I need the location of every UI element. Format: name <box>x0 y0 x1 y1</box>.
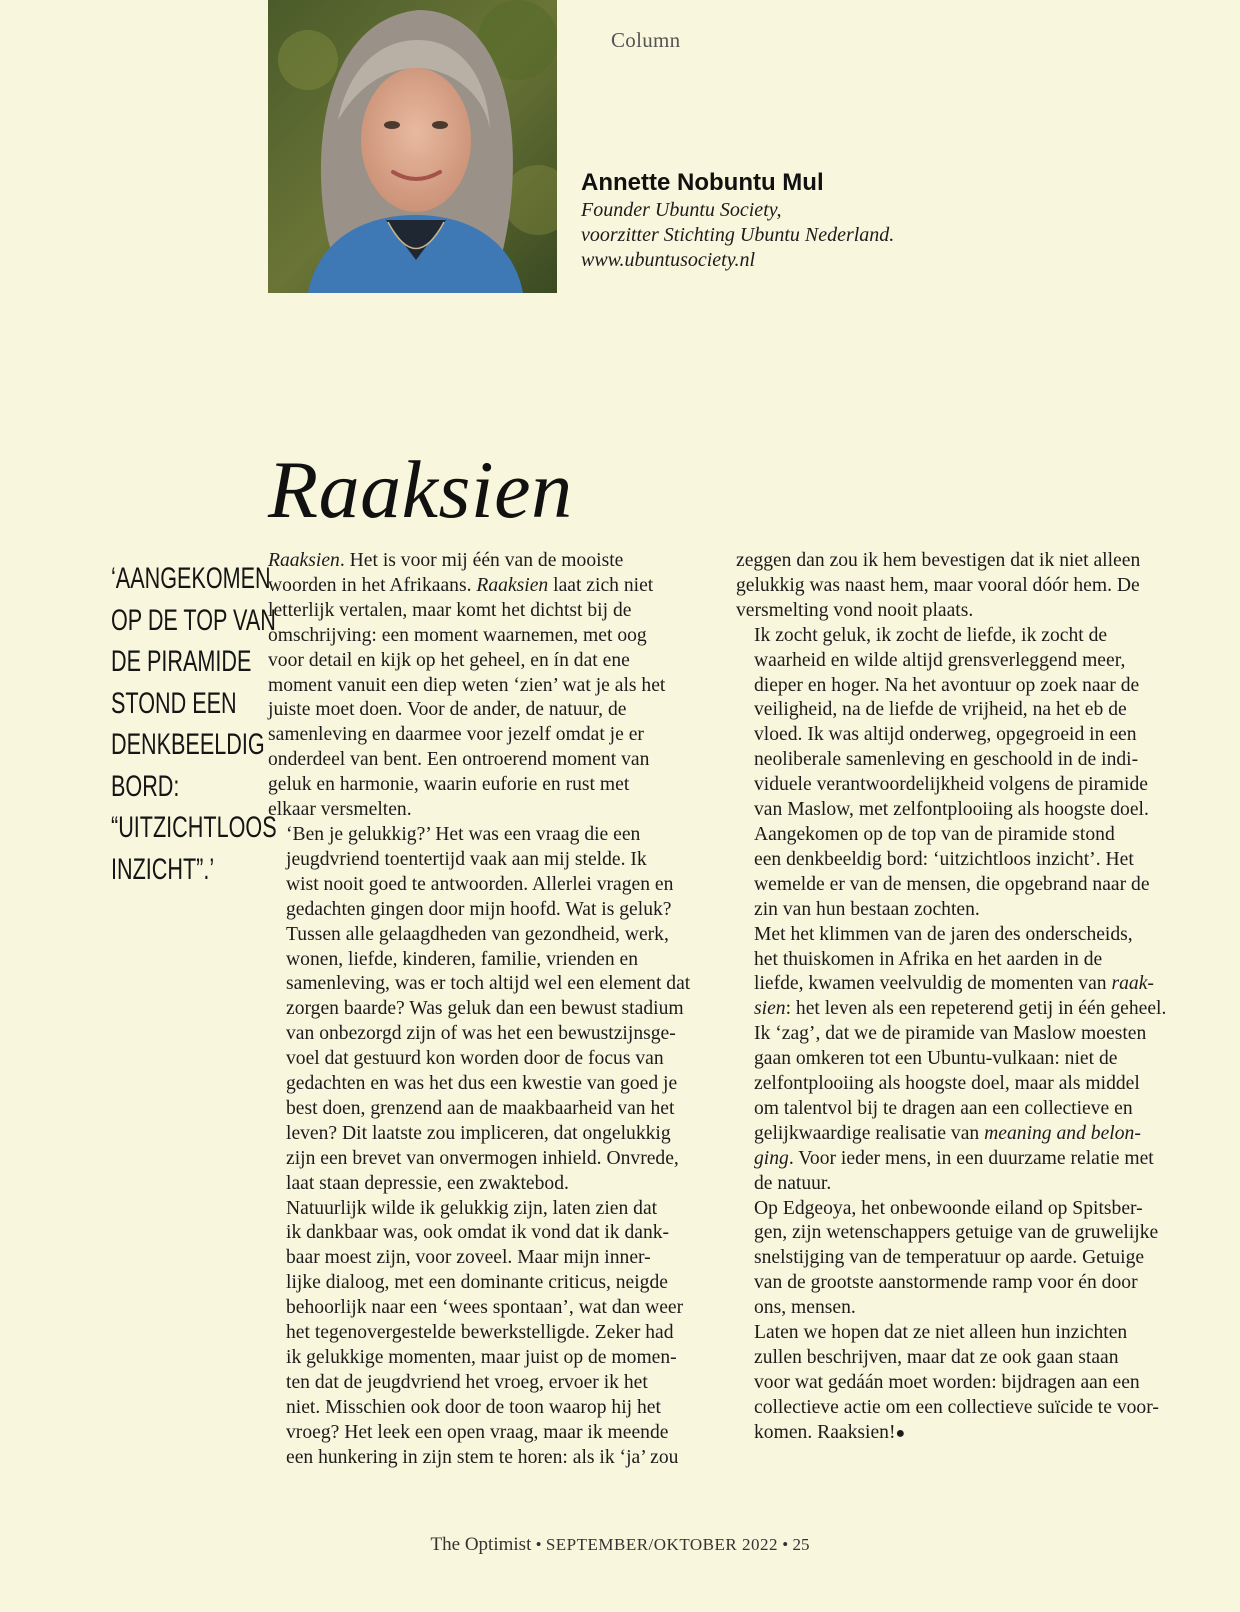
text-line: zelfontplooiing als hoogste doel, maar als middel <box>754 1073 1140 1095</box>
text-line: liefde, kwamen veelvuldig de momenten van raak- <box>754 973 1154 995</box>
text-line: zijn een brevet van onvermogen inhield. Onvrede, <box>286 1147 679 1169</box>
author-block <box>581 168 894 273</box>
issue-date: SEPTEMBER/OKTOBER 2022 <box>545 1535 778 1554</box>
text-line: voor wat gedáán moet worden: bijdragen aan een <box>754 1371 1140 1393</box>
pullquote-line: “UITZICHTLOOS <box>111 811 277 844</box>
text-line: versmelting vond nooit plaats. <box>736 599 974 621</box>
text-line: gen, zijn wetenschappers getuige van de gruwelijke <box>754 1222 1159 1244</box>
paragraph <box>268 823 708 1197</box>
article-column-right <box>736 549 1176 1447</box>
text-line: gedachten gingen door mijn hoofd. Wat is geluk? <box>286 898 672 920</box>
text-line: zullen beschrijven, maar dat ze ook gaan staan <box>754 1347 1119 1368</box>
text-line <box>736 1421 1176 1447</box>
text-line: zeggen dan zou ik hem bevestigen dat ik niet alleen <box>736 550 1141 571</box>
portrait-photo-icon <box>268 0 557 293</box>
publication-name: The Optimist <box>430 1534 532 1555</box>
paragraph <box>268 549 708 823</box>
author-photo <box>268 0 557 293</box>
text-line: jeugdvriend toentertijd vaak aan mij stelde. Ik <box>286 848 647 870</box>
text-line: van de grootste aanstormende ramp voor én door <box>754 1272 1138 1294</box>
text-line: Ik ‘zag’, dat we de piramide van Maslow moesten <box>754 1023 1147 1045</box>
text-line: juiste moet doen. Voor de ander, de natuur, de <box>268 699 627 721</box>
text-line: Tussen alle gelaagdheden van gezondheid, werk, <box>286 923 669 945</box>
text-line: gedachten en was het dus een kwestie van goed je <box>286 1073 678 1095</box>
text-line: van Maslow, met zelfontplooiing als hoogste doel. <box>754 799 1149 821</box>
pullquote-line: INZICHT”.’ <box>111 852 215 886</box>
paragraph <box>736 624 1176 923</box>
text-line: laat staan depressie, een zwaktebod. <box>286 1172 569 1194</box>
text-line: de natuur. <box>754 1172 832 1194</box>
text-line: wist nooit goed te antwoorden. Allerlei vragen en <box>286 873 674 895</box>
text-line: neoliberale samenleving en geschoold in de indi- <box>754 749 1139 771</box>
pullquote-line: DENKBEELDIG <box>111 728 265 761</box>
paragraph <box>736 549 1176 624</box>
pullquote-line: BORD: <box>111 769 180 803</box>
closing-text: komen. Raaksien! <box>754 1421 896 1443</box>
text-line: snelstijging van de temperatuur op aarde. Getuige <box>754 1247 1145 1269</box>
text-line: het thuiskomen in Afrika en het aarden in de <box>754 948 1103 970</box>
text-line: ‘Ben je gelukkig?’ Het was een vraag die een <box>286 823 641 845</box>
paragraph <box>736 1321 1176 1447</box>
pullquote-line: OP DE TOP VAN <box>111 603 276 637</box>
text-line: ging. Voor ieder mens, in een duurzame relatie met <box>754 1147 1154 1169</box>
text-line: onderdeel van bent. Een ontroerend moment van <box>268 749 650 771</box>
text-line: elkaar versmelten. <box>268 799 412 821</box>
text-line: samenleving, was er toch altijd wel een element dat <box>286 973 691 995</box>
text-line: woorden in het Afrikaans. Raaksien laat zich niet <box>268 574 654 596</box>
text-line: Raaksien. Het is voor mij één van de mooiste <box>268 550 624 571</box>
text-line: gaan omkeren tot een Ubuntu-vulkaan: niet de <box>754 1048 1118 1070</box>
end-mark-icon: ● <box>895 1424 906 1442</box>
pullquote-line: STOND EEN <box>111 686 237 720</box>
text-line: omschrijving: een moment waarnemen, met oog <box>268 624 647 646</box>
author-role: Founder Ubuntu Society, <box>581 199 782 221</box>
text-line: behoorlijk naar een ‘wees spontaan’, wat dan weer <box>286 1297 684 1319</box>
footer-separator: • <box>535 1535 542 1554</box>
paragraph <box>268 1197 708 1471</box>
text-line: leven? Dit laatste zou impliceren, dat ongelukkig <box>286 1122 671 1144</box>
pullquote-line: ‘AANGEKOMEN <box>111 562 271 595</box>
text-line: moment vanuit een diep weten ‘zien’ wat je als het <box>268 674 666 696</box>
pullquote <box>111 558 277 890</box>
section-label: Column <box>611 28 681 52</box>
text-line: zin van hun bestaan zochten. <box>754 898 980 920</box>
text-line: wemelde er van de mensen, die opgebrand naar de <box>754 873 1150 895</box>
text-line: sien: het leven als een repeterend getij in één geheel. <box>754 998 1167 1020</box>
text-line: gelukkig was naast hem, maar vooral dóór hem. De <box>736 574 1140 596</box>
text-line: viduele verantwoordelijkheid volgens de piramide <box>754 774 1148 796</box>
text-line: gelijkwaardige realisatie van meaning and belon- <box>754 1122 1141 1144</box>
text-line: collectieve actie om een collectieve suïcide te voor- <box>754 1396 1159 1418</box>
text-line: een denkbeeldig bord: ‘uitzichtloos inzicht’. Het <box>754 848 1134 870</box>
text-line: wonen, liefde, kinderen, familie, vrienden en <box>286 948 639 970</box>
author-website: www.ubuntusociety.nl <box>581 249 756 271</box>
article-title: Raaksien <box>268 444 573 535</box>
text-line: ten dat de jeugdvriend het vroeg, ervoer ik het <box>286 1371 648 1393</box>
text-line: letterlijk vertalen, maar komt het dichtst bij de <box>268 599 632 621</box>
text-line: Aangekomen op de top van de piramide stond <box>754 823 1115 845</box>
text-line: waarheid en wilde altijd grensverleggend meer, <box>754 649 1126 671</box>
page-number: 25 <box>792 1535 810 1554</box>
paragraph <box>736 923 1176 1197</box>
text-line: baar moest zijn, voor zoveel. Maar mijn inner- <box>286 1247 651 1269</box>
text-line: lijke dialoog, met een dominante criticus, neigde <box>286 1272 668 1294</box>
text-line: Natuurlijk wilde ik gelukkig zijn, laten zien dat <box>286 1197 658 1219</box>
author-name: Annette Nobuntu Mul <box>581 169 824 196</box>
text-line: ons, mensen. <box>754 1297 856 1319</box>
text-line: Laten we hopen dat ze niet alleen hun inzichten <box>754 1322 1128 1344</box>
text-line: geluk en harmonie, waarin euforie en rust met <box>268 774 630 796</box>
text-line: van onbezorgd zijn of was het een bewustzijnsge- <box>286 1023 676 1045</box>
text-line: veiligheid, na de liefde de vrijheid, na het eb de <box>754 699 1127 721</box>
text-line: Met het klimmen van de jaren des onderscheids, <box>754 923 1133 945</box>
text-line: ik gelukkige momenten, maar juist op de momen- <box>286 1347 677 1368</box>
text-line: dieper en hoger. Na het avontuur op zoek naar de <box>754 674 1140 696</box>
text-line: vroeg? Het leek een open vraag, maar ik meende <box>286 1421 669 1443</box>
text-line: ik dankbaar was, ook omdat ik vond dat ik dank- <box>286 1222 670 1244</box>
text-line: Ik zocht geluk, ik zocht de liefde, ik zocht de <box>754 624 1108 646</box>
article-column-left <box>268 549 708 1471</box>
text-line: vloed. Ik was altijd onderweg, opgegroeid in een <box>754 724 1137 746</box>
text-line: zorgen baarde? Was geluk dan een bewust stadium <box>286 998 684 1020</box>
text-line: Op Edgeoya, het onbewoonde eiland op Spitsber- <box>754 1197 1143 1219</box>
footer-separator: • <box>782 1535 789 1554</box>
text-line: voor detail en kijk op het geheel, en ín dat ene <box>268 649 630 671</box>
text-line: niet. Misschien ook door de toon waarop hij het <box>286 1396 661 1418</box>
page-footer <box>0 1534 1240 1556</box>
author-role: voorzitter Stichting Ubuntu Nederland. <box>581 224 895 246</box>
text-line: best doen, grenzend aan de maakbaarheid van het <box>286 1097 675 1119</box>
paragraph <box>736 1197 1176 1322</box>
text-line: voel dat gestuurd kon worden door de focus van <box>286 1048 664 1070</box>
text-line: een hunkering in zijn stem te horen: als ik ‘ja’ zou <box>286 1446 679 1468</box>
text-line: om talentvol bij te dragen aan een collectieve en <box>754 1097 1133 1119</box>
pullquote-line: DE PIRAMIDE <box>111 645 252 678</box>
text-line: het tegenovergestelde bewerkstelligde. Zeker had <box>286 1322 674 1344</box>
text-line: samenleving en daarmee voor jezelf omdat je er <box>268 724 644 746</box>
